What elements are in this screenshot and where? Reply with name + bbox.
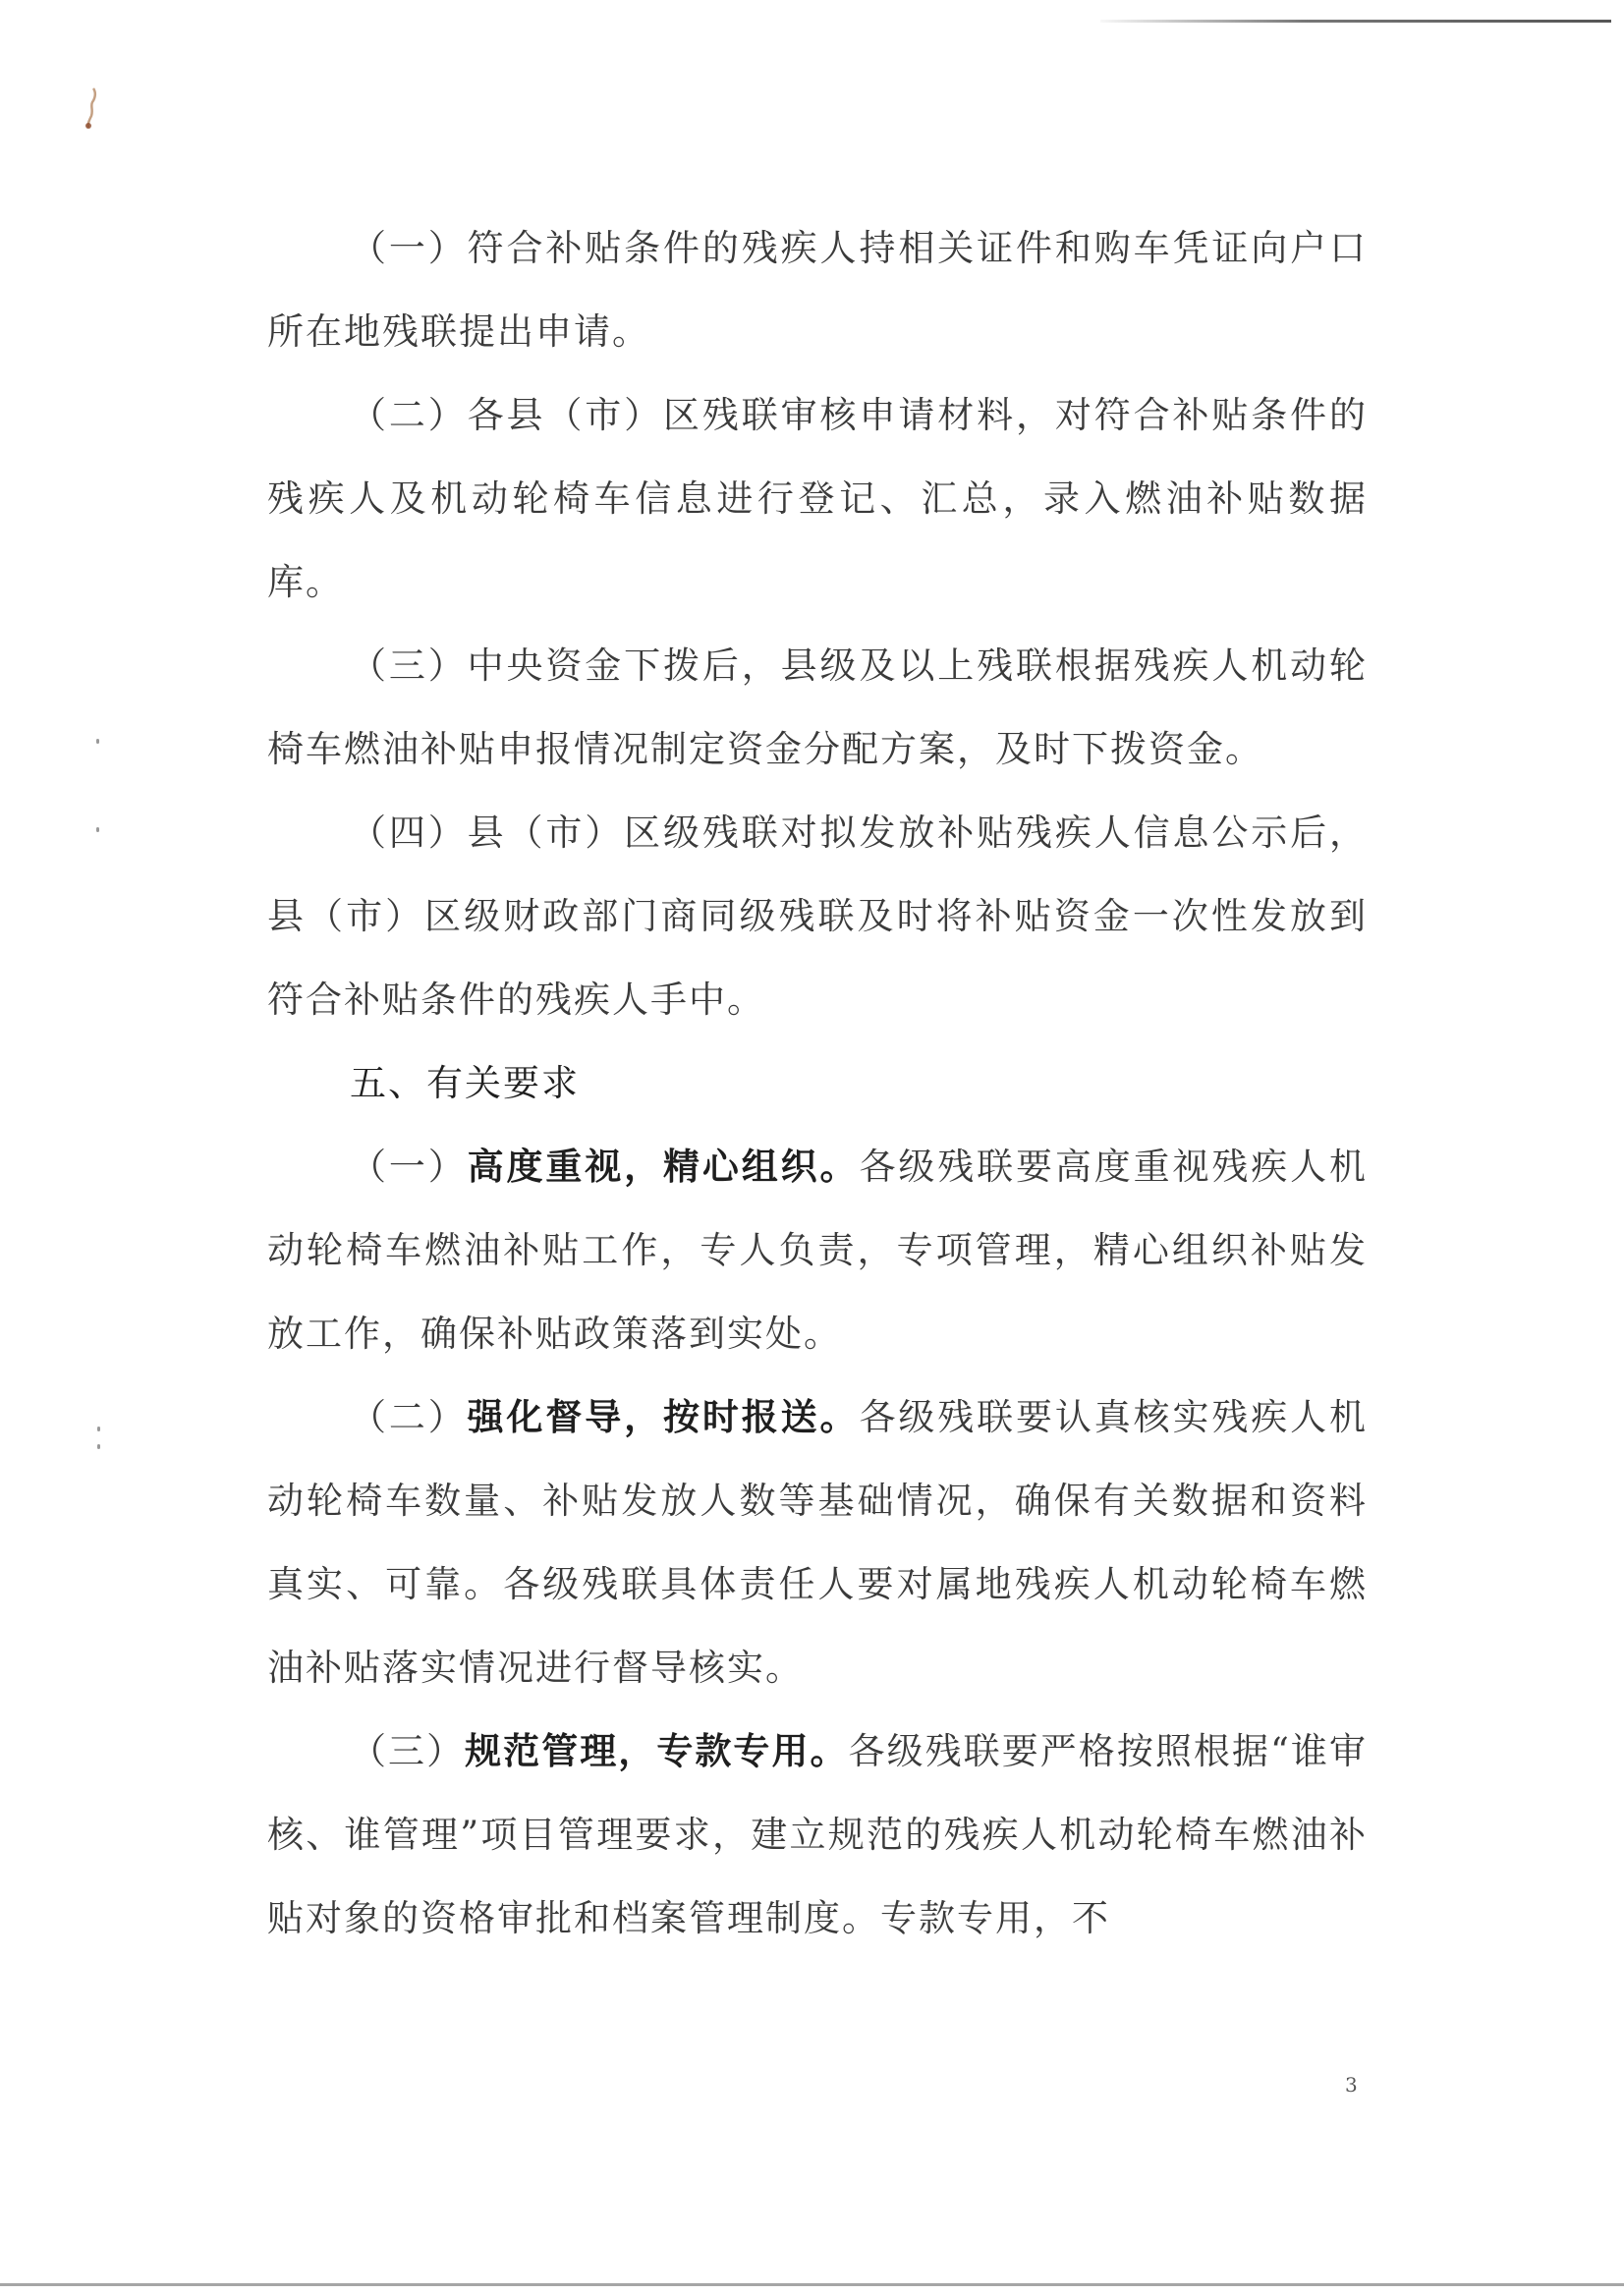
- requirement-lead: 规范管理，专款专用。: [465, 1730, 849, 1772]
- requirement-paragraph-1: [267, 1125, 1368, 1375]
- requirement-text: 各级残联要严格按照根据“谁审核、谁管理”项目管理要求，建立规范的残疾人机动轮椅车燃油补贴对象的资格审批和档案管理制度。专款专用，不: [267, 1730, 1369, 1939]
- requirement-text: 各级残联要认真核实残疾人机动轮椅车数量、补贴发放人数等基础情况，确保有关数据和资料真实、可靠。各级残联具体责任人要对属地残疾人机动轮椅车燃油补贴落实情况进行督导核实。: [267, 1396, 1369, 1689]
- scan-speck: [96, 739, 99, 744]
- scan-speck: [97, 1444, 100, 1449]
- section-heading: 五、有关要求: [350, 1062, 580, 1104]
- scan-stain-mark: [84, 86, 98, 130]
- requirement-lead: 高度重视，精心组织。: [467, 1146, 860, 1188]
- requirement-text: 各级残联要高度重视残疾人机动轮椅车燃油补贴工作，专人负责，专项管理，精心组织补贴发放工作，确保补贴政策落到实处。: [267, 1146, 1369, 1355]
- document-body: [267, 206, 1368, 1960]
- procedure-paragraph-1: （一）符合补贴条件的残疾人持相关证件和购车凭证向户口所在地残联提出申请。: [267, 227, 1368, 353]
- requirement-paragraph-2: [267, 1375, 1368, 1709]
- procedure-paragraph-4: （四）县（市）区级残联对拟发放补贴残疾人信息公示后，县（市）区级财政部门商同级残联及时将补贴资金一次性发放到符合补贴条件的残疾人手中。: [267, 812, 1368, 1021]
- requirement-prefix: （三）: [350, 1730, 466, 1772]
- requirement-prefix: （二）: [350, 1396, 468, 1438]
- procedure-paragraph-2: （二）各县（市）区残联审核申请材料，对符合补贴条件的残疾人及机动轮椅车信息进行登记、汇总，录入燃油补贴数据库。: [267, 394, 1368, 603]
- scan-top-rule: [1100, 20, 1611, 23]
- requirement-paragraph-3: [267, 1709, 1368, 1960]
- scan-speck: [97, 1427, 100, 1431]
- page-number: 3: [1345, 2073, 1358, 2097]
- requirement-prefix: （一）: [350, 1146, 468, 1188]
- procedure-paragraph-3: （三）中央资金下拨后，县级及以上残联根据残疾人机动轮椅车燃油补贴申报情况制定资金分配方案，及时下拨资金。: [267, 644, 1368, 770]
- scan-bottom-rule: [0, 2283, 1624, 2286]
- requirement-lead: 强化督导，按时报送。: [467, 1396, 860, 1438]
- scan-speck: [96, 827, 99, 832]
